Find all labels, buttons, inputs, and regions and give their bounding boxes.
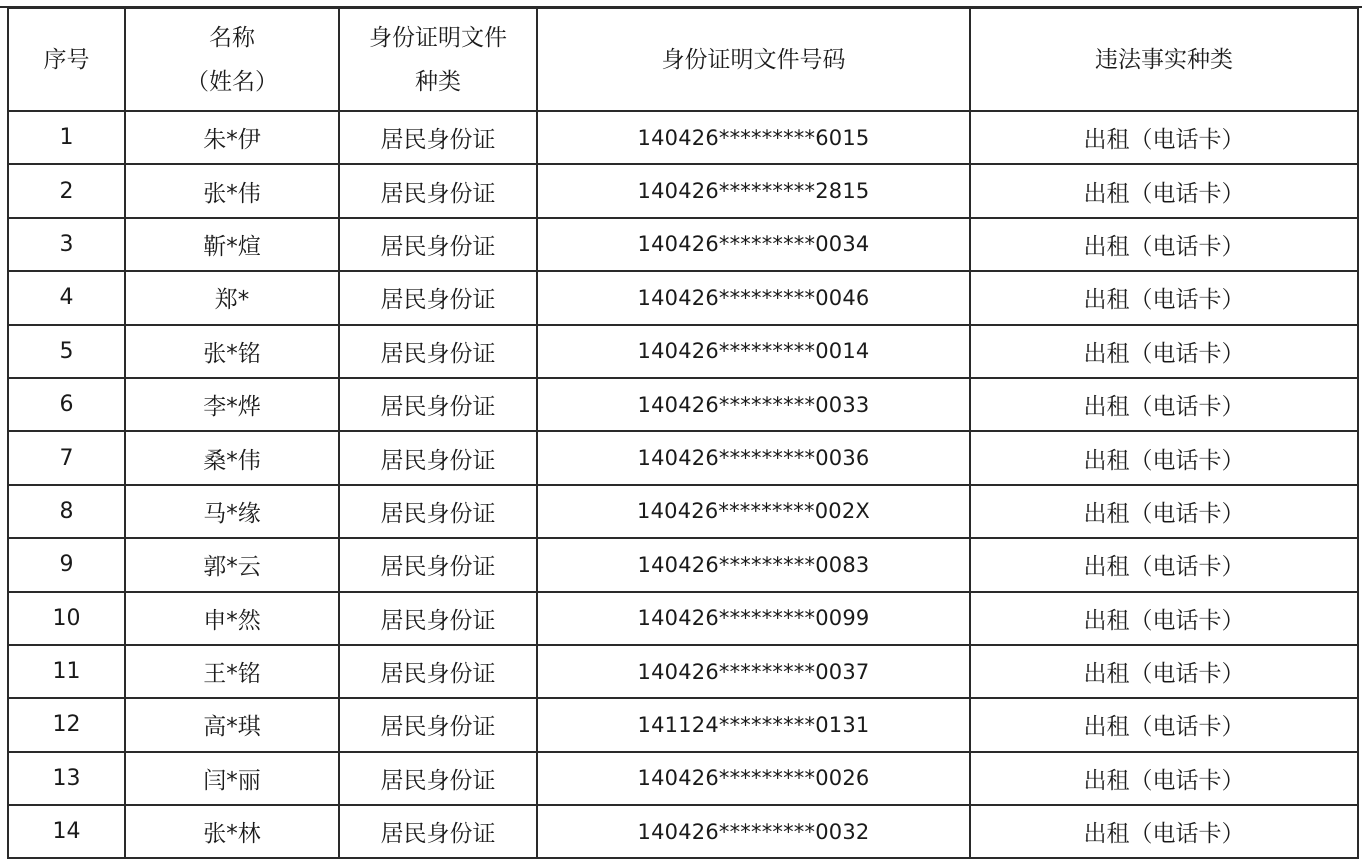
cell-index: 4 (8, 271, 125, 324)
cell-doc-number: 140426*********0099 (537, 592, 970, 645)
cell-doc-type: 居民身份证 (339, 645, 537, 698)
cell-violation-type: 出租（电话卡） (970, 378, 1358, 431)
cell-doc-number: 140426*********2815 (537, 164, 970, 217)
header-name-line2: （姓名） (186, 68, 278, 95)
header-index: 序号 (8, 8, 125, 111)
cell-doc-number: 140426*********0032 (537, 805, 970, 858)
cell-violation-type: 出租（电话卡） (970, 805, 1358, 858)
cell-index: 8 (8, 485, 125, 538)
cell-doc-type: 居民身份证 (339, 752, 537, 805)
table-row (8, 485, 1358, 538)
cell-violation-type: 出租（电话卡） (970, 218, 1358, 271)
cell-doc-number: 140426*********0046 (537, 271, 970, 324)
cell-violation-type: 出租（电话卡） (970, 538, 1358, 591)
cell-violation-type: 出租（电话卡） (970, 752, 1358, 805)
table-row (8, 111, 1358, 164)
cell-name: 高*琪 (125, 698, 339, 751)
cell-doc-number: 140426*********002X (537, 485, 970, 538)
cell-doc-type: 居民身份证 (339, 218, 537, 271)
cell-doc-type: 居民身份证 (339, 378, 537, 431)
cell-name: 申*然 (125, 592, 339, 645)
table-row (8, 378, 1358, 431)
cell-doc-type: 居民身份证 (339, 431, 537, 484)
cell-index: 2 (8, 164, 125, 217)
table-row (8, 538, 1358, 591)
cell-name: 张*伟 (125, 164, 339, 217)
cell-doc-number: 140426*********0036 (537, 431, 970, 484)
cell-doc-number: 140426*********0034 (537, 218, 970, 271)
cell-violation-type: 出租（电话卡） (970, 698, 1358, 751)
cell-doc-type: 居民身份证 (339, 485, 537, 538)
cell-violation-type: 出租（电话卡） (970, 485, 1358, 538)
cell-doc-type: 居民身份证 (339, 592, 537, 645)
cell-violation-type: 出租（电话卡） (970, 645, 1358, 698)
cell-name: 马*缘 (125, 485, 339, 538)
cell-index: 6 (8, 378, 125, 431)
table-row (8, 698, 1358, 751)
header-name (125, 8, 339, 111)
cell-index: 14 (8, 805, 125, 858)
cell-name: 闫*丽 (125, 752, 339, 805)
header-row (8, 8, 1358, 111)
table-row (8, 805, 1358, 858)
cell-index: 9 (8, 538, 125, 591)
cell-doc-number: 140426*********0037 (537, 645, 970, 698)
table-row (8, 645, 1358, 698)
cell-name: 张*铭 (125, 325, 339, 378)
header-doc-type (339, 8, 537, 111)
cell-index: 12 (8, 698, 125, 751)
cell-name: 郑* (125, 271, 339, 324)
cell-violation-type: 出租（电话卡） (970, 325, 1358, 378)
cell-index: 10 (8, 592, 125, 645)
cell-violation-type: 出租（电话卡） (970, 431, 1358, 484)
cell-doc-type: 居民身份证 (339, 164, 537, 217)
header-violation-type: 违法事实种类 (970, 8, 1358, 111)
cell-doc-type: 居民身份证 (339, 111, 537, 164)
cell-name: 李*烨 (125, 378, 339, 431)
cell-doc-type: 居民身份证 (339, 271, 537, 324)
cell-index: 13 (8, 752, 125, 805)
cell-doc-type: 居民身份证 (339, 325, 537, 378)
cell-index: 5 (8, 325, 125, 378)
table-body (8, 111, 1358, 858)
cell-name: 朱*伊 (125, 111, 339, 164)
violation-roster-table (7, 7, 1359, 859)
header-doc-number: 身份证明文件号码 (537, 8, 970, 111)
cell-doc-type: 居民身份证 (339, 538, 537, 591)
table-row (8, 325, 1358, 378)
cell-doc-type: 居民身份证 (339, 698, 537, 751)
header-doc-type-line1: 身份证明文件 (369, 24, 507, 51)
table-header (8, 8, 1358, 111)
cell-name: 张*林 (125, 805, 339, 858)
cell-doc-number: 140426*********0033 (537, 378, 970, 431)
cell-doc-type: 居民身份证 (339, 805, 537, 858)
table-row (8, 752, 1358, 805)
cell-index: 11 (8, 645, 125, 698)
table-row (8, 218, 1358, 271)
cell-name: 郭*云 (125, 538, 339, 591)
header-doc-type-line2: 种类 (415, 68, 461, 95)
header-name-line1: 名称 (209, 24, 255, 51)
table-row (8, 271, 1358, 324)
cell-index: 7 (8, 431, 125, 484)
cell-name: 靳*煊 (125, 218, 339, 271)
table-row (8, 431, 1358, 484)
cell-name: 王*铭 (125, 645, 339, 698)
cell-index: 1 (8, 111, 125, 164)
cell-doc-number: 141124*********0131 (537, 698, 970, 751)
cell-name: 桑*伟 (125, 431, 339, 484)
cell-violation-type: 出租（电话卡） (970, 164, 1358, 217)
cell-doc-number: 140426*********6015 (537, 111, 970, 164)
cell-violation-type: 出租（电话卡） (970, 111, 1358, 164)
cell-violation-type: 出租（电话卡） (970, 592, 1358, 645)
cell-index: 3 (8, 218, 125, 271)
cell-doc-number: 140426*********0026 (537, 752, 970, 805)
table-row (8, 592, 1358, 645)
table-row (8, 164, 1358, 217)
cell-doc-number: 140426*********0083 (537, 538, 970, 591)
cell-violation-type: 出租（电话卡） (970, 271, 1358, 324)
cell-doc-number: 140426*********0014 (537, 325, 970, 378)
